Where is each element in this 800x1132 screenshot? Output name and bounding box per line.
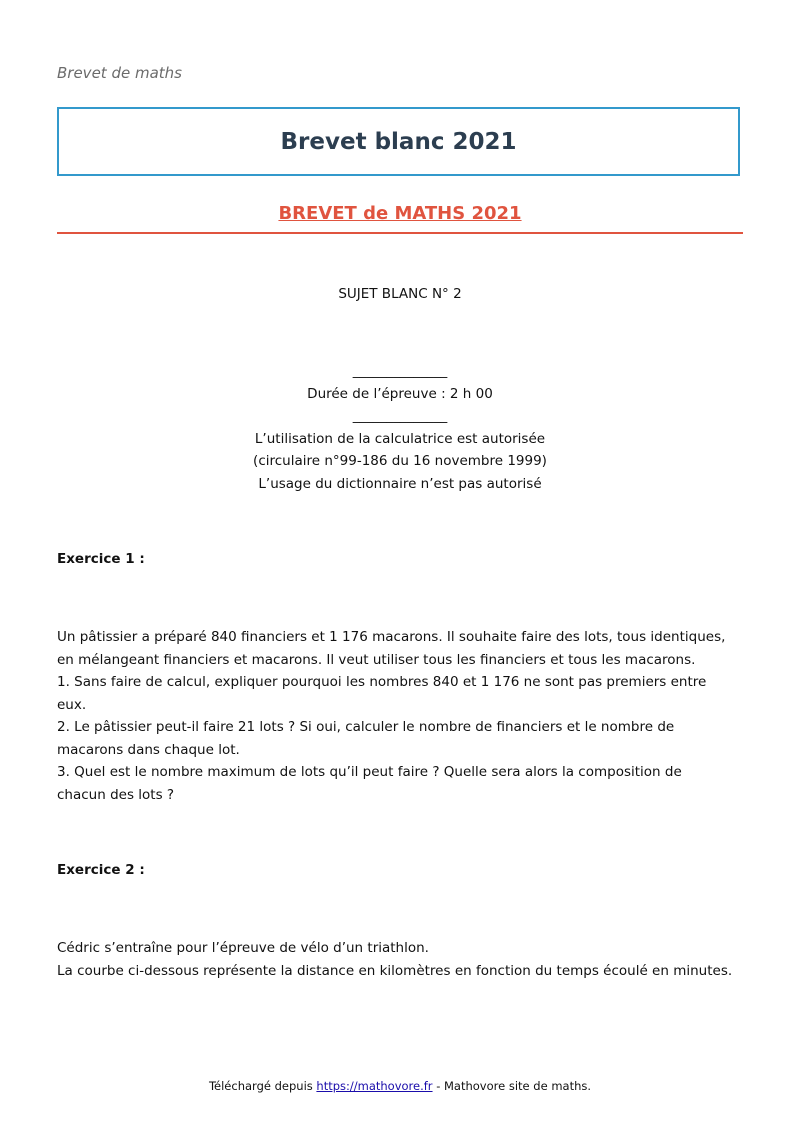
text-line: Un pâtissier a préparé 840 financiers et 1 176 macarons. Il souhaite faire des lots, tous identiques, — [57, 629, 726, 645]
exercise-2-title: Exercice 2 : — [57, 862, 145, 878]
text-line: La courbe ci-dessous représente la distance en kilomètres en fonction du temps écoulé en minutes. — [57, 962, 733, 979]
subtitle: BREVET de MATHS 2021 — [278, 203, 522, 224]
page-header: Brevet de maths — [57, 64, 182, 82]
page-footer — [0, 1079, 800, 1093]
exercise-2-text — [57, 937, 747, 982]
text-line: macarons dans chaque lot. — [57, 741, 240, 758]
footer-link[interactable]: https://mathovore.fr — [316, 1079, 433, 1093]
text-line: 1. Sans faire de calcul, expliquer pourquoi les nombres 840 et 1 176 ne sont pas premiers entre — [57, 674, 707, 690]
sujet-label: SUJET BLANC N° 2 — [338, 286, 462, 302]
text-line: 2. Le pâtissier peut-il faire 21 lots ? Si oui, calculer le nombre de financiers et le nombre de — [57, 719, 675, 735]
text-line: chacun des lots ? — [57, 786, 175, 803]
text-line: 3. Quel est le nombre maximum de lots qu’il peut faire ? Quelle sera alors la composition de — [57, 764, 682, 780]
text-line: Cédric s’entraîne pour l’épreuve de vélo d’un triathlon. — [57, 940, 429, 956]
footer-prefix: Téléchargé depuis — [208, 1079, 317, 1093]
exercise-1-text — [57, 626, 747, 806]
footer-suffix: - Mathovore site de maths. — [432, 1079, 592, 1093]
intro-block — [57, 360, 743, 495]
title-divider — [57, 232, 743, 234]
separator-line: ______________ — [352, 408, 448, 424]
circular-reference: (circulaire n°99-186 du 16 novembre 1999) — [253, 453, 547, 469]
separator-line: ______________ — [352, 363, 448, 379]
text-line: en mélangeant financiers et macarons. Il veut utiliser tous les financiers et tous les macarons. — [57, 651, 696, 668]
dictionary-rule: L’usage du dictionnaire n’est pas autorisé — [258, 475, 542, 492]
duration-text: Durée de l’épreuve : 2 h 00 — [307, 385, 493, 402]
title-box — [57, 107, 740, 176]
exercise-1-title: Exercice 1 : — [57, 551, 145, 567]
text-line: eux. — [57, 696, 87, 713]
page-title: Brevet blanc 2021 — [280, 128, 517, 155]
calculator-rule: L’utilisation de la calculatrice est autorisée — [254, 430, 546, 447]
